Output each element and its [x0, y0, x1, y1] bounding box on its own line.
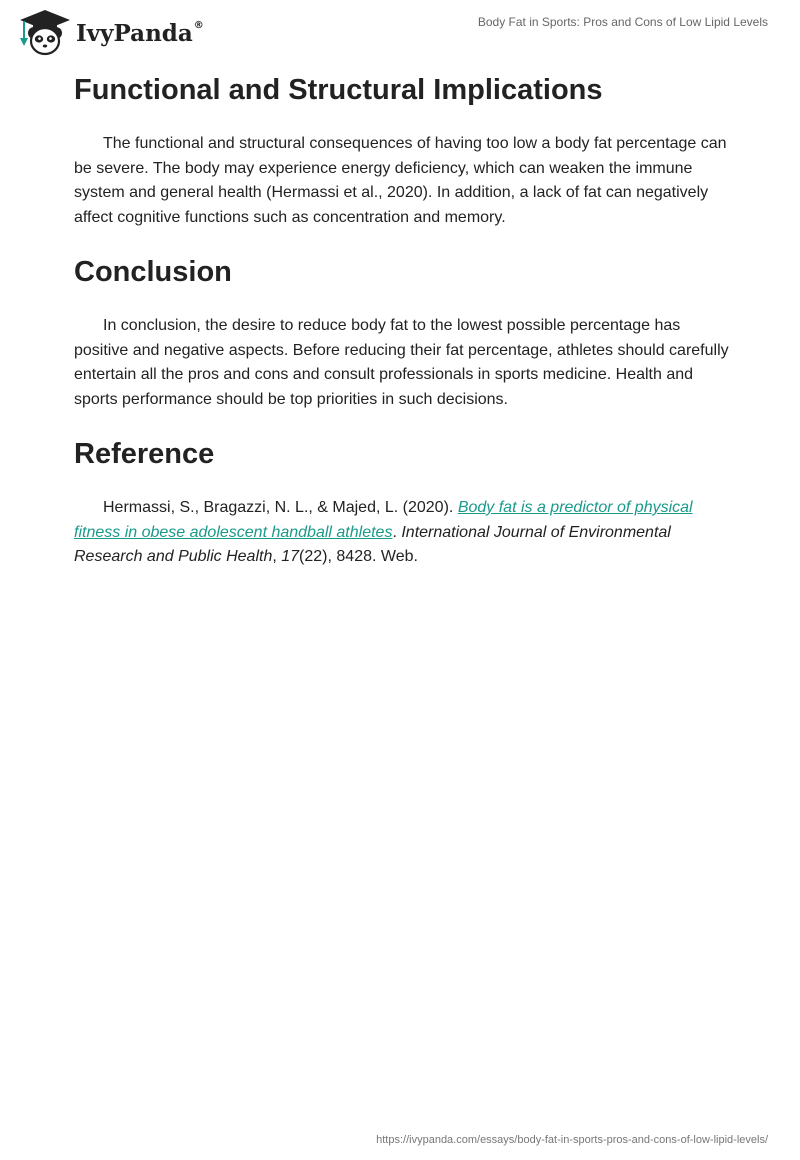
- reference-volume: 17: [281, 548, 300, 565]
- essay-body: [74, 70, 734, 570]
- reference-entry: [74, 496, 734, 570]
- footer-url[interactable]: https://ivypanda.com/essays/body-fat-in-sports-pros-and-cons-of-low-lipid-levels/: [376, 1134, 768, 1146]
- panda-graduate-icon: [16, 8, 74, 56]
- reference-title-period: .: [392, 523, 397, 541]
- brand-logo[interactable]: [16, 8, 204, 56]
- section-paragraph-conclusion: In conclusion, the desire to reduce body fat to the lowest possible percentage has positive and negative aspects. Before reducing their fat percentage, athletes should carefully entertain all the pros and cons and consult professionals in sports medicine. Health and sports performance should be top priorities in such decisions.: [74, 317, 729, 408]
- reference-issue-pages: (22), 8428. Web.: [299, 548, 418, 565]
- page-header: [0, 0, 800, 64]
- section-paragraph-functional: The functional and structural consequences of having too low a body fat percentage can be severe. The body may experience energy deficiency, which can weaken the immune system and general health (Hermassi et al., 2020). In addition, a lack of fat can negatively affect cognitive functions such as concentration and memory.: [74, 135, 727, 226]
- reference-title-link[interactable]: Body fat is a predictor of physical fitness in obese adolescent handball athletes: [74, 499, 693, 541]
- reference-authors: Hermassi, S., Bragazzi, N. L., & Majed, L. (2020).: [103, 499, 454, 516]
- reference-journal-comma: ,: [272, 548, 277, 565]
- brand-name: IvyPanda®: [76, 19, 204, 47]
- document-title: Body Fat in Sports: Pros and Cons of Low Lipid Levels: [477, 15, 768, 29]
- section-heading-functional: Functional and Structural Implications: [74, 74, 603, 106]
- section-heading-reference: Reference: [74, 438, 215, 470]
- section-heading-conclusion: Conclusion: [74, 256, 232, 288]
- reference-journal: International Journal of Environmental Research and Public Health: [74, 523, 671, 565]
